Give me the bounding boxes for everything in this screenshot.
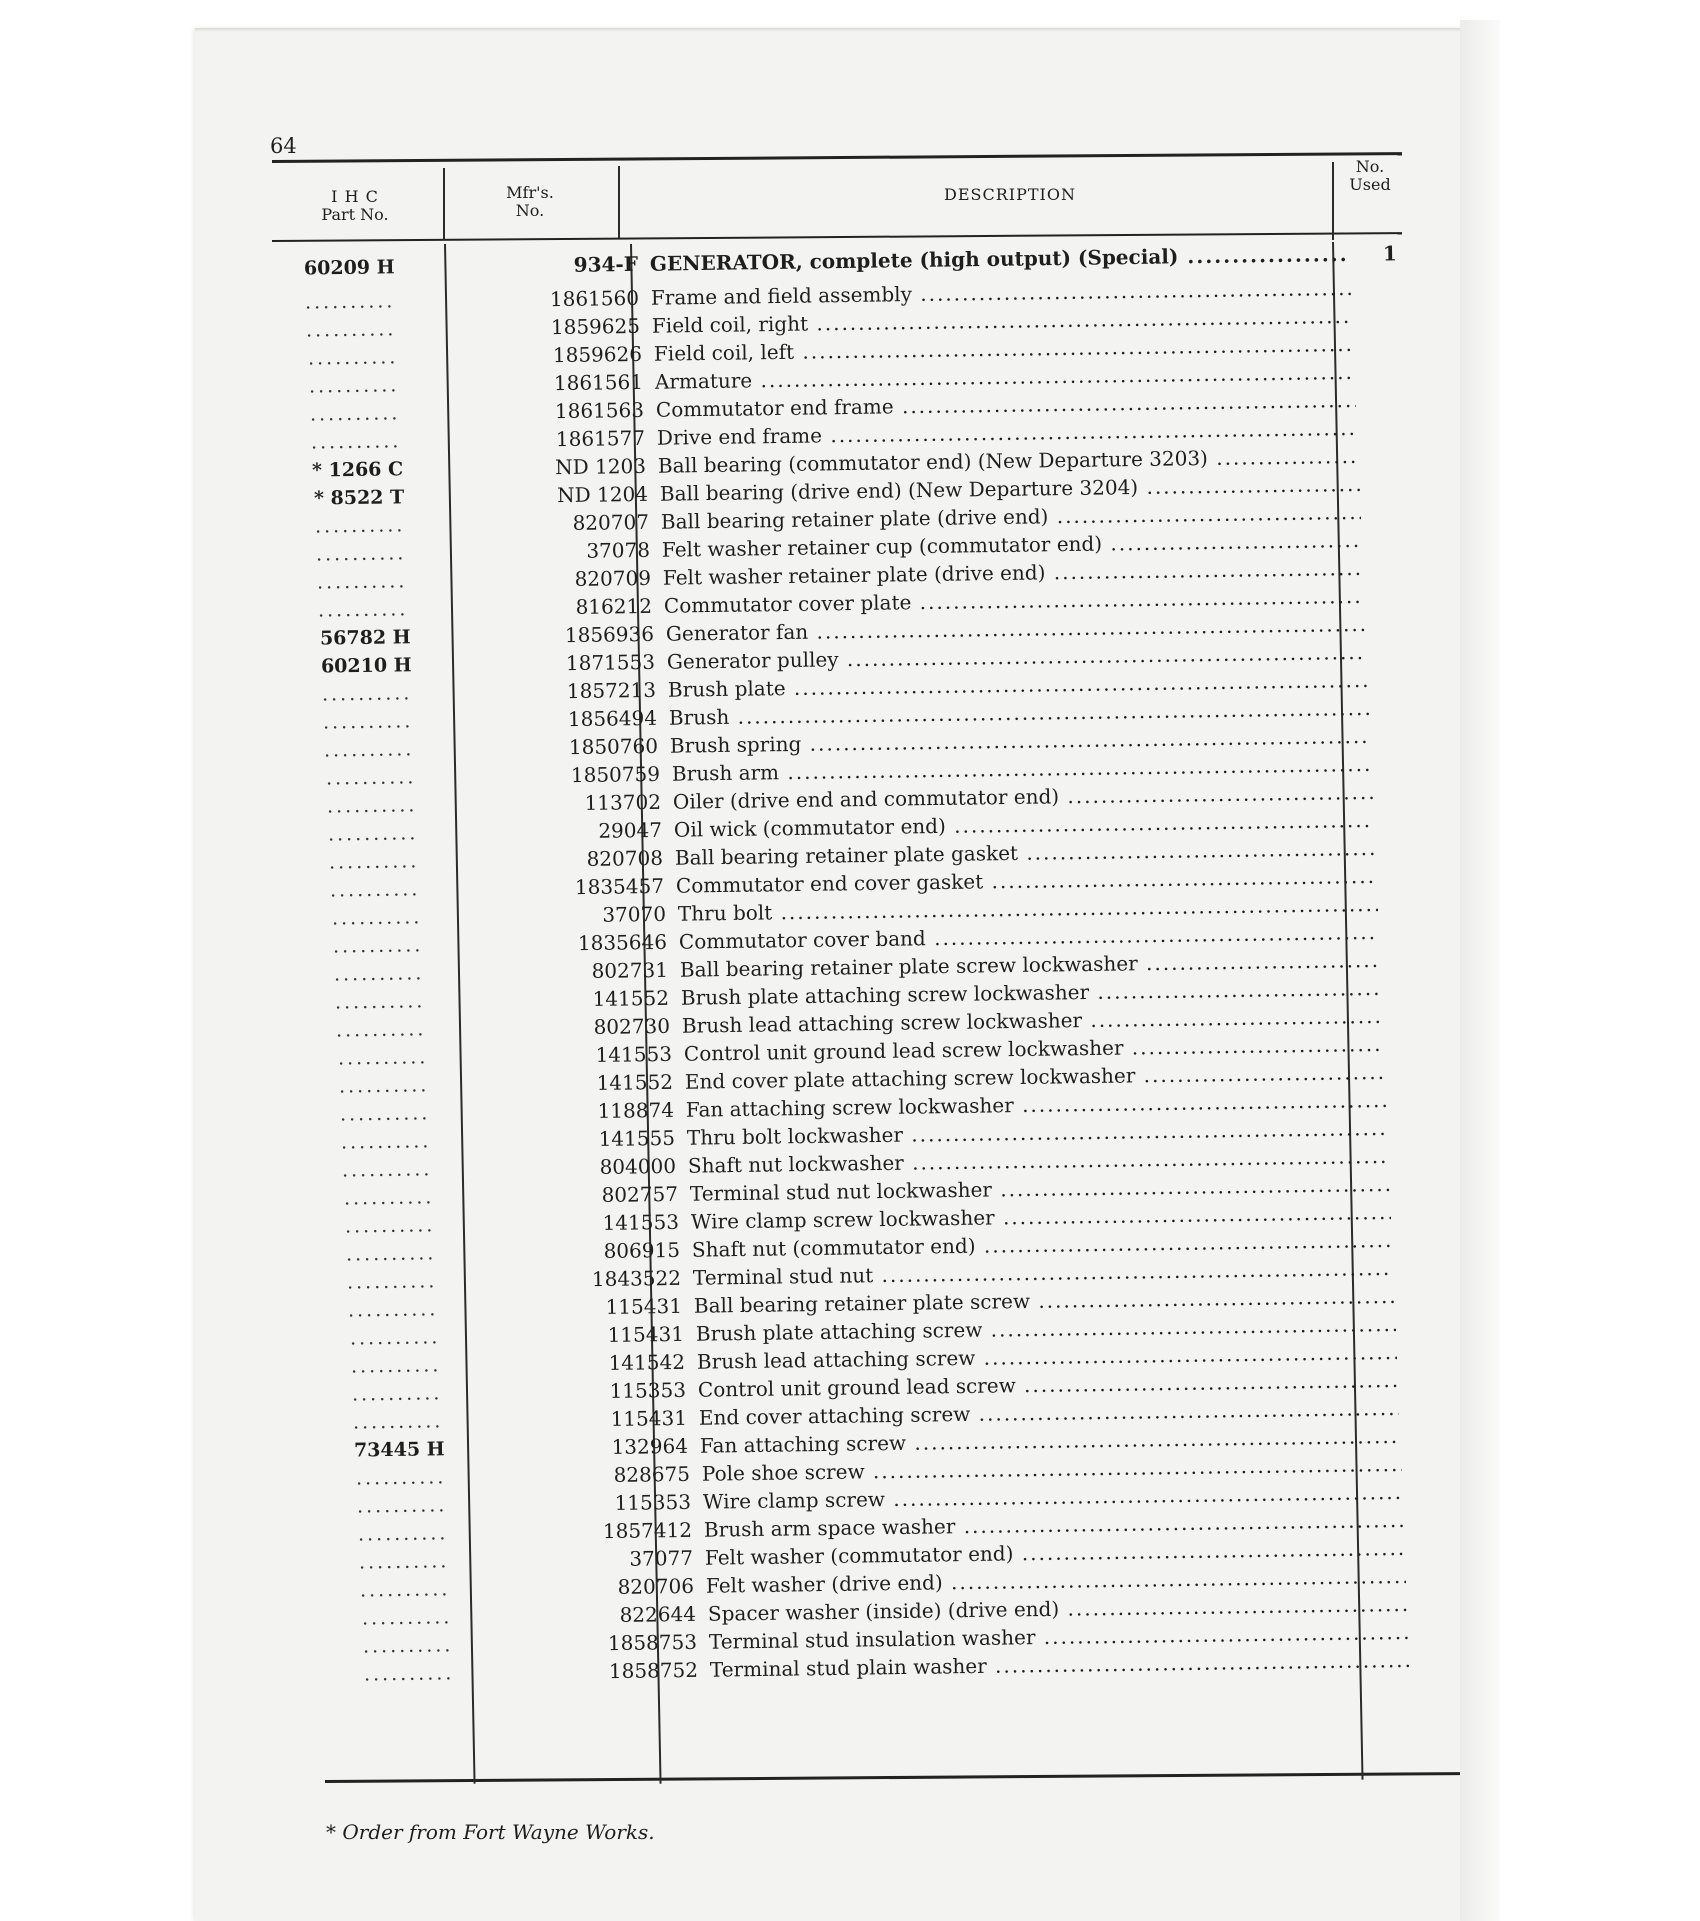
part-description: Brush plate attaching screw .....	[696, 1310, 1396, 1348]
ihc-part-no: ..........	[315, 542, 407, 566]
mfr-no: 37077	[629, 1545, 694, 1571]
ihc-part-no: ..........	[314, 514, 406, 538]
part-description: Felt washer retainer plate (drive end) .....	[663, 554, 1363, 592]
mfr-no: ND 1204	[557, 481, 649, 508]
part-description: Fan attaching screw .....	[700, 1422, 1400, 1460]
part-description: Commutator end frame .....	[656, 386, 1356, 424]
part-description: Spacer washer (inside) (drive end) .....	[708, 1590, 1408, 1628]
ihc-part-no: ..........	[316, 570, 408, 594]
ihc-part-no: ..........	[351, 1382, 443, 1406]
ihc-part-no: ..........	[317, 598, 409, 622]
ihc-part-no: ..........	[327, 822, 419, 846]
ihc-part-no: ..........	[309, 402, 401, 426]
qty-used: 1	[1382, 241, 1397, 266]
ihc-part-no: ..........	[338, 1074, 430, 1098]
mfr-no: 802757	[601, 1181, 679, 1207]
mfr-no: 115431	[605, 1293, 683, 1319]
ihc-part-no: ..........	[326, 794, 418, 818]
mfr-no: 115353	[609, 1377, 687, 1403]
part-description: Generator fan .....	[666, 610, 1366, 648]
mfr-no: 141552	[592, 985, 670, 1011]
ihc-part-no: ..........	[335, 1018, 427, 1042]
mfr-no: 1850759	[570, 761, 661, 788]
part-description: Felt washer (commutator end) .....	[705, 1534, 1405, 1572]
ihc-part-no: ..........	[347, 1298, 439, 1322]
mfr-no: 804000	[599, 1153, 677, 1179]
ihc-part-no: ..........	[321, 682, 413, 706]
part-description: Generator pulley .....	[667, 638, 1367, 676]
ihc-part-no: 60209 H	[303, 256, 395, 280]
col-head-mfr	[470, 184, 590, 220]
part-description: Ball bearing retainer plate gasket .....	[675, 834, 1375, 872]
ihc-part-no: * 8522 T	[313, 486, 405, 510]
ihc-part-no: ..........	[340, 1130, 432, 1154]
mfr-no: 1861563	[554, 397, 645, 424]
part-description: Ball bearing (commutator end) (New Departure 3203) .....	[658, 442, 1358, 480]
part-description: Oiler (drive end and commutator end) .....	[673, 778, 1373, 816]
mfr-no: 806915	[603, 1237, 681, 1263]
part-description: Commutator end cover gasket .....	[676, 862, 1376, 900]
ihc-part-no: 56782 H	[319, 626, 411, 650]
part-description: Ball bearing retainer plate screw lockwasher .....	[680, 946, 1380, 984]
part-description: End cover plate attaching screw lockwasher .....	[685, 1058, 1385, 1096]
ihc-part-no: 60210 H	[320, 654, 412, 678]
ihc-part-no: ..........	[325, 766, 417, 790]
part-description: Brush arm space washer .....	[704, 1506, 1404, 1544]
part-description: Terminal stud insulation washer .....	[709, 1618, 1409, 1656]
mfr-no: 141553	[602, 1209, 680, 1235]
mfr-no: 37070	[602, 901, 667, 927]
part-description: Brush .....	[669, 694, 1369, 732]
ihc-part-no: 73445 H	[353, 1438, 445, 1462]
ihc-part-no: ..........	[350, 1354, 442, 1378]
mfr-no: 141553	[595, 1041, 673, 1067]
mfr-no: 802730	[593, 1013, 671, 1039]
mfr-no: 820707	[572, 509, 650, 535]
part-description: Ball bearing retainer plate screw .....	[694, 1282, 1394, 1320]
col-head-description: DESCRIPTION	[944, 185, 1076, 204]
part-description: Brush plate .....	[668, 666, 1368, 704]
mfr-no: 118874	[597, 1097, 675, 1123]
part-description: Drive end frame .....	[657, 414, 1357, 452]
ihc-part-no: ..........	[307, 346, 399, 370]
mfr-no: 816212	[575, 593, 653, 619]
page-number: 64	[270, 134, 297, 158]
part-description: Pole shoe screw .....	[702, 1450, 1402, 1488]
mfr-no: 820709	[574, 565, 652, 591]
col-head-ihc-line1: I H C	[331, 187, 379, 206]
part-description: Shaft nut (commutator end) .....	[692, 1226, 1392, 1264]
ihc-part-no: ..........	[332, 934, 424, 958]
mfr-no: 1859626	[552, 341, 643, 368]
col-head-ihc-line2: Part No.	[321, 205, 389, 224]
part-description: Field coil, right .....	[652, 302, 1352, 340]
mfr-no: 1857412	[602, 1517, 693, 1544]
mfr-no: 1861561	[553, 369, 644, 396]
ihc-part-no: ..........	[310, 430, 402, 454]
col-head-ihc	[290, 188, 420, 224]
part-description: Ball bearing retainer plate (drive end) .....	[661, 498, 1361, 536]
ihc-part-no: ..........	[359, 1578, 451, 1602]
ihc-part-no: ..........	[343, 1186, 435, 1210]
ihc-part-no: ..........	[308, 374, 400, 398]
col-head-used-line1: No.	[1355, 157, 1385, 176]
mfr-no: ND 1203	[555, 453, 647, 480]
part-description: Felt washer (drive end) .....	[706, 1562, 1406, 1600]
part-description: Armature .....	[655, 358, 1355, 396]
part-description: Brush lead attaching screw .....	[697, 1338, 1397, 1376]
divider-desc-used	[1332, 162, 1334, 240]
mfr-no: 115353	[614, 1489, 692, 1515]
part-description: Terminal stud nut lockwasher .....	[690, 1170, 1390, 1208]
part-description: GENERATOR, complete (high output) (Special) .....	[650, 240, 1350, 278]
mfr-no: 820706	[617, 1573, 695, 1599]
mfr-no: 132964	[611, 1433, 689, 1459]
ihc-part-no: ..........	[328, 850, 420, 874]
mfr-no: 37078	[586, 537, 651, 563]
ihc-part-no: ..........	[334, 990, 426, 1014]
part-description: Ball bearing (drive end) (New Departure 3204) .....	[660, 470, 1360, 508]
part-description: Brush spring .....	[670, 722, 1370, 760]
mfr-no: 1835646	[577, 929, 668, 956]
mfr-no: 1859625	[550, 313, 641, 340]
ihc-part-no: ..........	[355, 1466, 447, 1490]
mfr-no: 820708	[586, 845, 664, 871]
divider-mfr-desc	[618, 166, 620, 238]
mfr-no: 1856494	[567, 705, 658, 732]
ihc-part-no: ..........	[345, 1242, 437, 1266]
mfr-no: 1858752	[608, 1657, 699, 1684]
mfr-no: 115431	[607, 1321, 685, 1347]
mfr-no: 113702	[584, 789, 662, 815]
mfr-no: 1861560	[549, 285, 640, 312]
mfr-no: 141552	[596, 1069, 674, 1095]
ihc-part-no: ..........	[323, 738, 415, 762]
part-description: Thru bolt lockwasher .....	[687, 1114, 1387, 1152]
mfr-no: 1861577	[555, 425, 646, 452]
ihc-part-no: ..........	[363, 1662, 455, 1686]
mfr-no: 1835457	[574, 873, 665, 900]
part-description: Commutator cover band .....	[679, 918, 1379, 956]
col-head-used-line2: Used	[1349, 175, 1391, 194]
part-description: Brush plate attaching screw lockwasher .....	[681, 974, 1381, 1012]
part-description: End cover attaching screw .....	[699, 1394, 1399, 1432]
mfr-no: 822644	[619, 1601, 697, 1627]
col-head-mfr-line1: Mfr's.	[506, 183, 554, 202]
part-description: Oil wick (commutator end) .....	[674, 806, 1374, 844]
ihc-part-no: ..........	[339, 1102, 431, 1126]
part-description: Terminal stud nut .....	[693, 1254, 1393, 1292]
mfr-no: 934-F	[573, 251, 639, 277]
ihc-part-no: ..........	[358, 1550, 450, 1574]
col-head-used	[1340, 158, 1400, 194]
part-description: Fan attaching screw lockwasher .....	[686, 1086, 1386, 1124]
mfr-no: 1843522	[591, 1265, 682, 1292]
mfr-no: 29047	[598, 817, 663, 843]
ihc-part-no: ..........	[333, 962, 425, 986]
ihc-part-no: ..........	[329, 878, 421, 902]
ihc-part-no: ..........	[341, 1158, 433, 1182]
footnote: * Order from Fort Wayne Works.	[326, 1820, 655, 1844]
ihc-part-no: * 1266 C	[311, 458, 404, 482]
part-description: Felt washer retainer cup (commutator end) .....	[662, 526, 1362, 564]
mfr-no: 1850760	[568, 733, 659, 760]
ihc-part-no: ..........	[361, 1606, 453, 1630]
mfr-no: 1871553	[565, 649, 656, 676]
ihc-part-no: ..........	[352, 1410, 444, 1434]
part-description: Commutator cover plate .....	[664, 582, 1364, 620]
ihc-part-no: ..........	[356, 1494, 448, 1518]
ihc-part-no: ..........	[305, 318, 397, 342]
ihc-part-no: ..........	[322, 710, 414, 734]
mfr-no: 1858753	[607, 1629, 698, 1656]
part-description: Wire clamp screw lockwasher .....	[691, 1198, 1391, 1236]
part-description: Frame and field assembly .....	[651, 274, 1351, 312]
ihc-part-no: ..........	[304, 290, 396, 314]
part-description: Control unit ground lead screw lockwasher .....	[684, 1030, 1384, 1068]
ihc-part-no: ..........	[337, 1046, 429, 1070]
ihc-part-no: ..........	[357, 1522, 449, 1546]
part-description: Shaft nut lockwasher .....	[688, 1142, 1388, 1180]
part-description: Brush lead attaching screw lockwasher .....	[682, 1002, 1382, 1040]
mfr-no: 828675	[613, 1461, 691, 1487]
col-head-mfr-line2: No.	[515, 201, 545, 220]
ihc-part-no: ..........	[362, 1634, 454, 1658]
part-description: Brush arm .....	[672, 750, 1372, 788]
mfr-no: 115431	[610, 1405, 688, 1431]
ihc-part-no: ..........	[346, 1270, 438, 1294]
ihc-part-no: ..........	[349, 1326, 441, 1350]
mfr-no: 802731	[591, 957, 669, 983]
paper-edge	[1460, 20, 1500, 1921]
part-description: Thru bolt .....	[678, 890, 1378, 928]
divider-ihc-mfr	[443, 168, 445, 240]
part-description: Wire clamp screw .....	[703, 1478, 1403, 1516]
mfr-no: 141555	[598, 1125, 676, 1151]
part-description: Control unit ground lead screw .....	[698, 1366, 1398, 1404]
part-description: Field coil, left .....	[654, 330, 1354, 368]
part-description: Terminal stud plain washer .....	[710, 1646, 1410, 1684]
ihc-part-no: ..........	[331, 906, 423, 930]
ihc-part-no: ..........	[344, 1214, 436, 1238]
parts-table-body	[270, 241, 1397, 1689]
mfr-no: 1857213	[566, 677, 657, 704]
mfr-no: 1856936	[564, 621, 655, 648]
mfr-no: 141542	[608, 1349, 686, 1375]
